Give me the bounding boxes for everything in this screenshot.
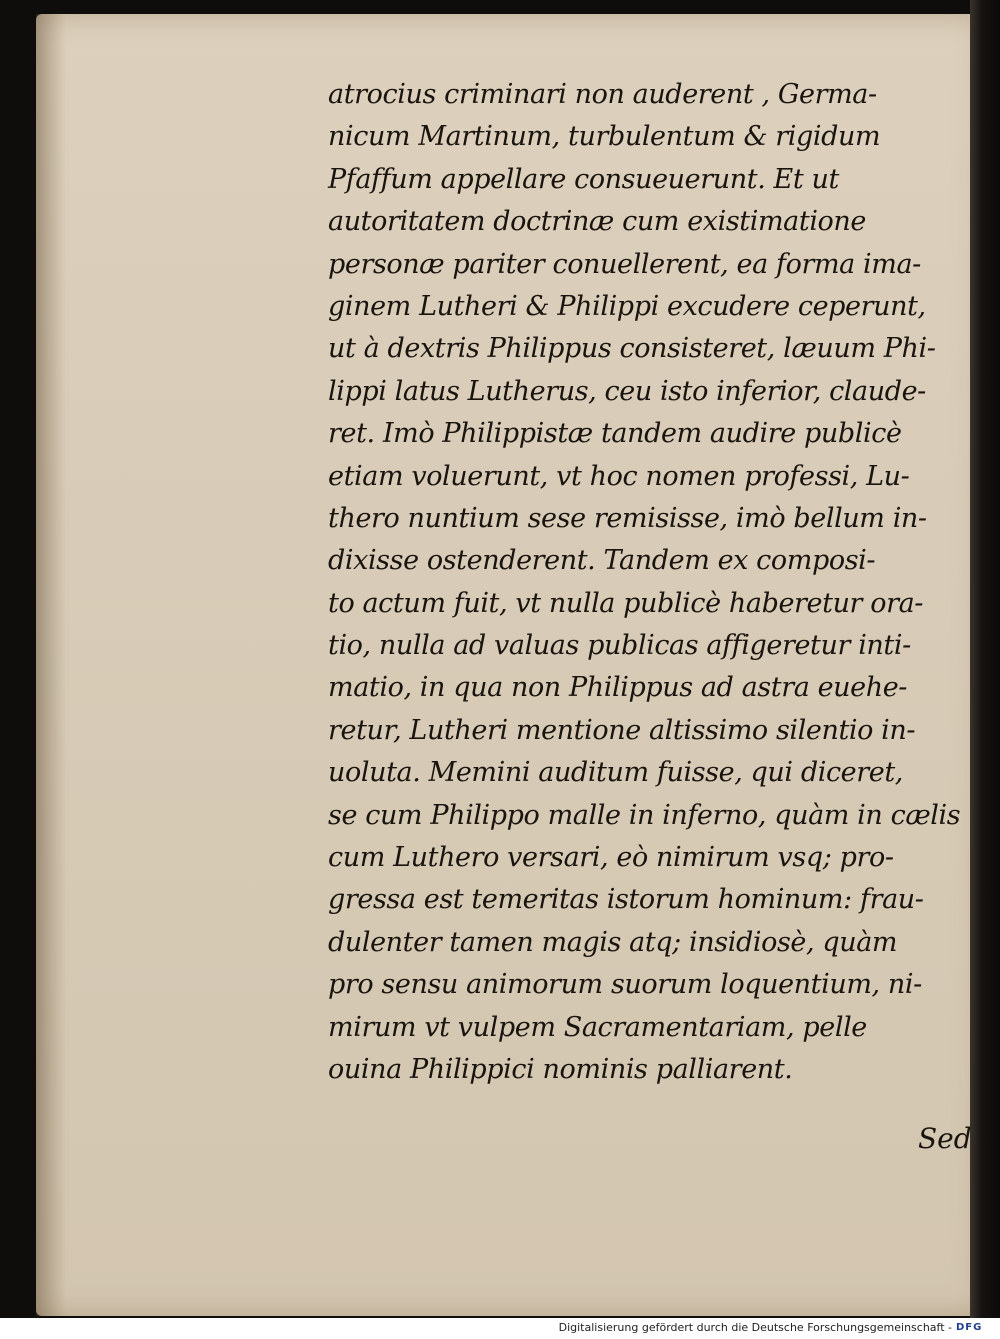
text-line: gressa est temeritas istorum hominum: frau- (328, 884, 924, 916)
text-line: se cum Philippo malle in inferno, quàm in cælis (328, 799, 961, 831)
catchword: Sed (918, 1122, 972, 1155)
text-line: atrocius criminari non auderent , Germa- (328, 79, 877, 110)
text-line: lippi latus Lutherus, ceu isto inferior, claude- (328, 375, 926, 407)
text-line: retur, Lutheri mentione altissimo silentio in- (328, 714, 916, 746)
text-line: autoritatem doctrinæ cum existimatione (328, 206, 866, 238)
text-line: thero nuntium sese remisisse, imò bellum in- (328, 502, 927, 534)
text-line: pro sensu animorum suorum loquentium, ni- (328, 969, 922, 1001)
text-line: ginem Lutheri & Philippi excudere ceperunt, (328, 290, 926, 322)
page-edge (970, 0, 1000, 1318)
text-line: nicum Martinum, turbulentum & rigidum (328, 121, 881, 153)
text-line: Pfaffum appellare consueuerunt. Et ut (328, 163, 839, 195)
text-line: dulenter tamen magis atq; insidiosè, quàm (328, 926, 898, 958)
text-line: to actum fuit, vt nulla publicè haberetur ora- (328, 587, 924, 619)
text-line: etiam voluerunt, vt hoc nomen professi, Lu- (328, 460, 910, 492)
text-line: dixisse ostenderent. Tandem ex composi- (328, 545, 876, 577)
text-line: tio, nulla ad valuas publicas affigeretur inti- (328, 630, 911, 662)
text-line: cum Luthero versari, eò nimirum vsq; pro- (328, 842, 894, 874)
text-line: ouina Philippici nominis palliarent. (328, 1053, 793, 1085)
digitization-footer (0, 1318, 1000, 1339)
gutter-shadow (36, 14, 66, 1316)
dfg-logo-icon: DFG (956, 1322, 983, 1333)
text-line: personæ pariter conuellerent, ea forma ima- (328, 248, 921, 280)
text-line: uoluta. Memini auditum fuisse, qui diceret, (328, 757, 903, 789)
text-line: matio, in qua non Philippus ad astra euehe- (328, 672, 908, 704)
footer-credit: Digitalisierung gefördert durch die Deutsche Forschungsgemeinschaft - (558, 1321, 952, 1334)
text-line: mirum vt vulpem Sacramentariam, pelle (328, 1011, 867, 1043)
text-line: ut à dextris Philippus consisteret, læuum Phi- (328, 333, 936, 365)
body-text (328, 74, 968, 1091)
text-line: ret. Imò Philippistæ tandem audire publicè (328, 418, 902, 450)
